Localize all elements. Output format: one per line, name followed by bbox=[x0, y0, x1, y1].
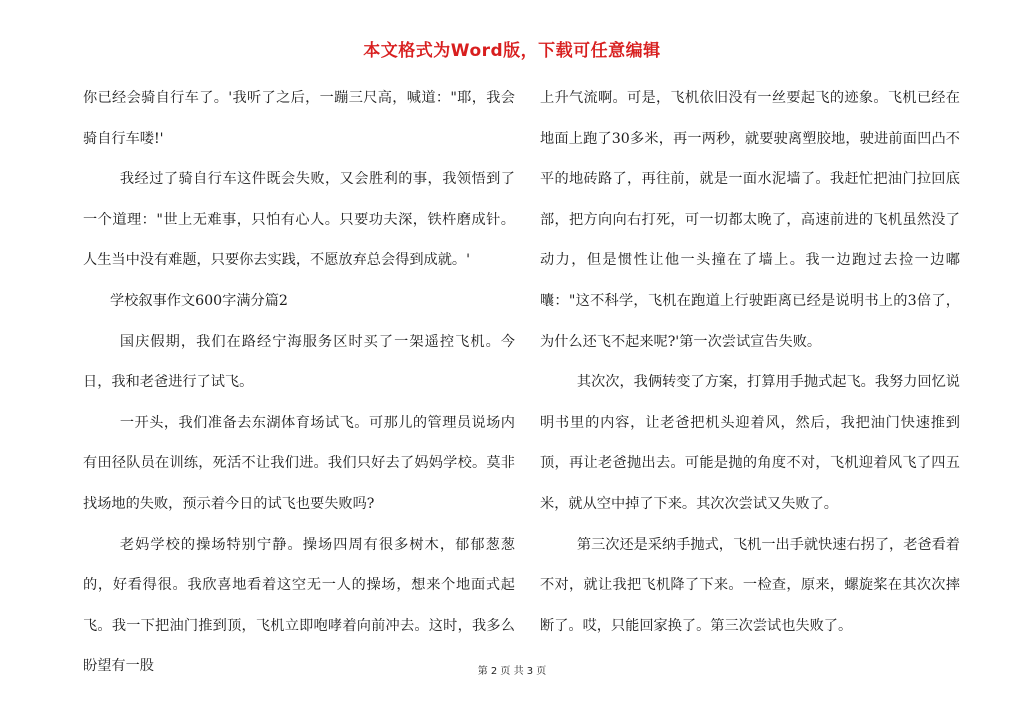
paragraph: 上升气流啊。可是，飞机依旧没有一丝要起飞的迹象。飞机已经在地面上跑了30多米，再一两秒，就要驶离塑胶地，驶进前面凹凸不平的地砖路了，再往前，就是一面水泥墙了。我赶忙把油门拉回底部，把方向向右打死，可一切都太晚了，高速前进的飞机虽然没了动力，但是惯性让他一头撞在了墙上。我一边跑过去捡一边嘟囔："这不科学，飞机在跑道上行驶距离已经是说明书上的3倍了，为什么还飞不起来呢?'第一次尝试宣告失败。 bbox=[540, 90, 960, 350]
page-number: 第 2 页 共 3 页 bbox=[477, 666, 547, 677]
left-column bbox=[83, 78, 515, 687]
paragraph: 你已经会骑自行车了。'我听了之后，一蹦三尺高，喊道："耶，我会骑自行车喽!' bbox=[83, 90, 515, 147]
paragraph: 老妈学校的操场特别宁静。操场四周有很多树木，郁郁葱葱的，好看得很。我欣喜地看着这空无一人的操场，想来个地面式起飞。我一下把油门推到顶，飞机立即咆哮着向前冲去。这时，我多么盼望有一股 bbox=[83, 536, 515, 675]
section-title: 学校叙事作文600字满分篇2 bbox=[109, 292, 288, 309]
paragraph: 我经过了骑自行车这件既会失败，又会胜利的事，我领悟到了一个道理："世上无难事，只怕有心人。只要功夫深，铁杵磨成针。人生当中没有难题，只要你去实践，不愿放弃总会得到成就。' bbox=[83, 171, 515, 269]
paragraph: 国庆假期，我们在路经宁海服务区时买了一架遥控飞机。今日，我和老爸进行了试飞。 bbox=[83, 333, 515, 391]
paragraph: 第三次还是采纳手抛式，飞机一出手就快速右拐了，老爸看着不对，就让我把飞机降了下来。一检查，原来，螺旋桨在其次次摔断了。哎，只能回家换了。第三次尝试也失败了。 bbox=[540, 536, 960, 634]
paragraph: 一开头，我们准备去东湖体育场试飞。可那儿的管理员说场内有田径队员在训练，死活不让我们进。我们只好去了妈妈学校。莫非找场地的失败，预示着今日的试飞也要失败吗? bbox=[83, 414, 515, 512]
document-banner: 本文格式为Word版，下载可任意编辑 bbox=[363, 41, 661, 61]
paragraph: 其次次，我俩转变了方案，打算用手抛式起飞。我努力回忆说明书里的内容，让老爸把机头迎着风，然后，我把油门快速推到顶，再让老爸抛出去。可能是抛的角度不对，飞机迎着风飞了四五米，就从空中掉了下来。其次次尝试又失败了。 bbox=[540, 374, 960, 512]
right-column bbox=[540, 78, 960, 646]
